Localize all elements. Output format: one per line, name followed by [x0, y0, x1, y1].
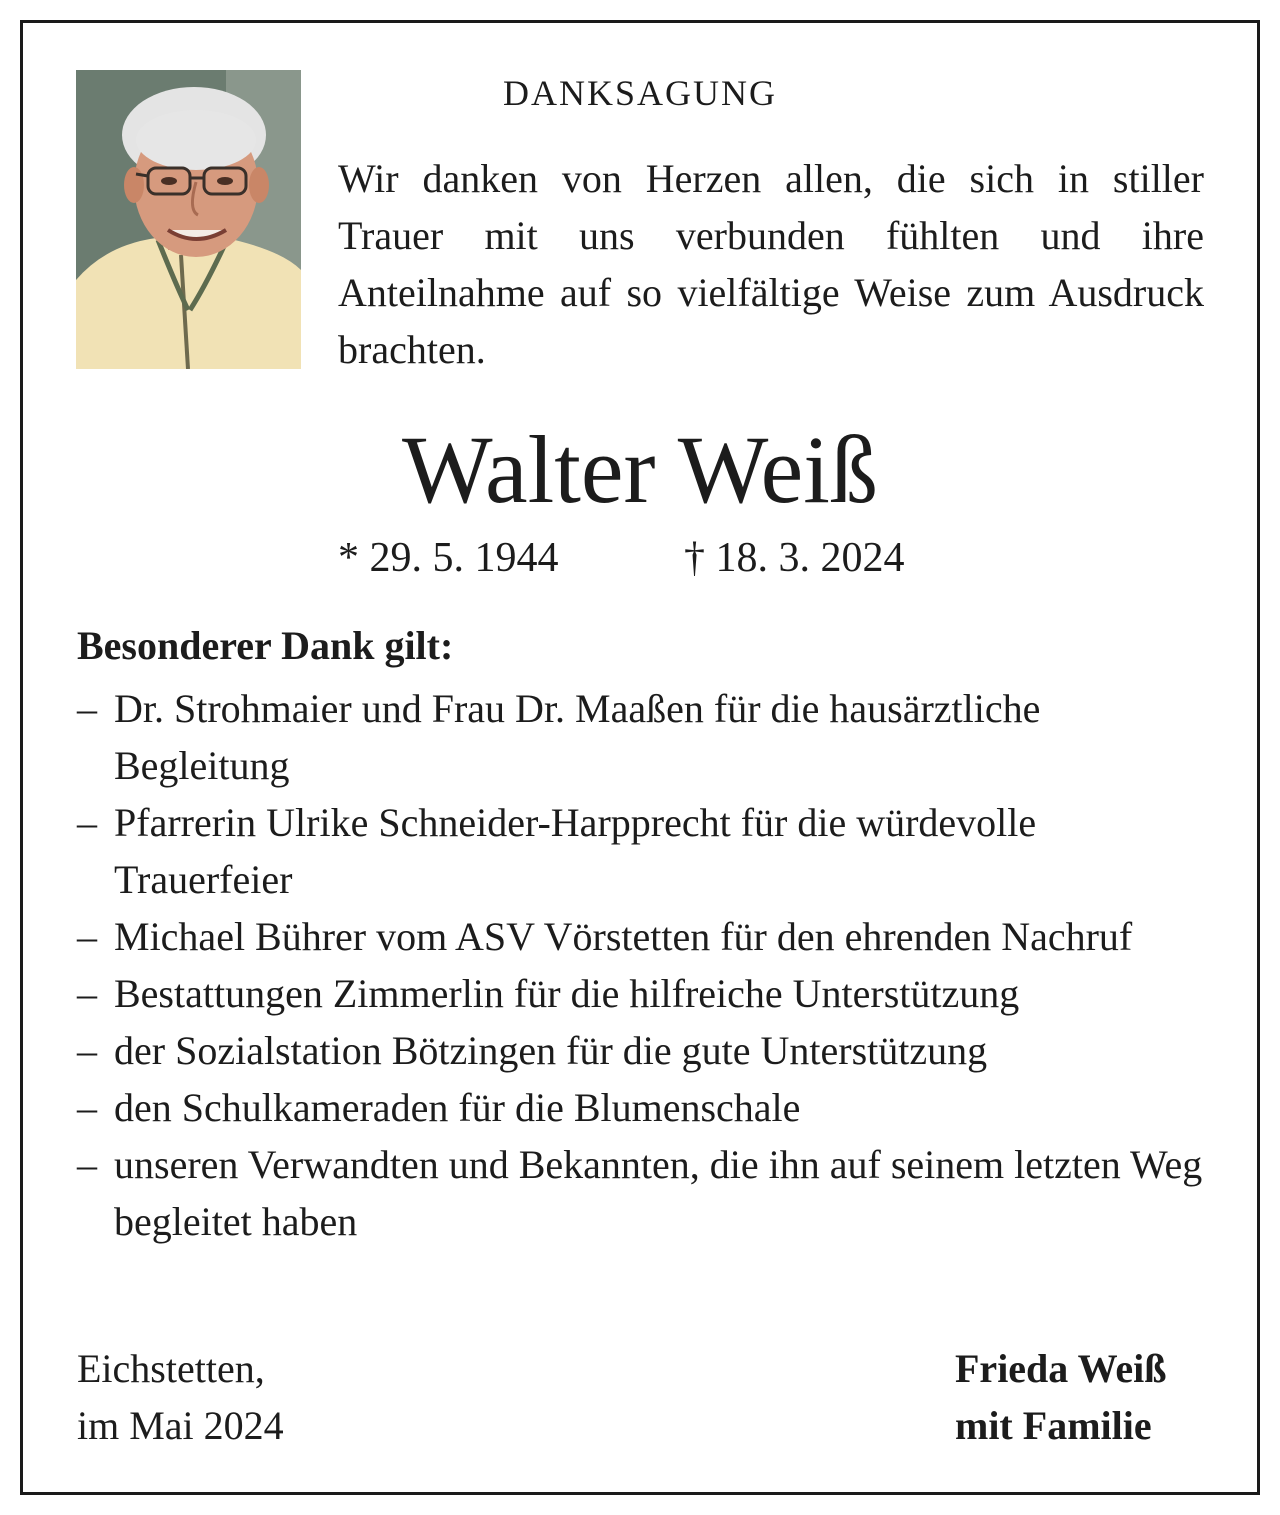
place-line: Eichstetten, — [77, 1346, 265, 1391]
list-item-text: Michael Bührer vom ASV Vörstetten für den ehrenden Nachruf — [114, 914, 1133, 959]
list-item — [77, 794, 1207, 908]
list-item-text: Dr. Strohmaier und Frau Dr. Maaßen für die hausärztliche Begleitung — [114, 686, 1041, 788]
list-item — [77, 1079, 1207, 1136]
dash-marker: – — [77, 1142, 97, 1187]
list-item-text: unseren Verwandten und Bekannten, die ihn auf seinem letzten Weg begleitet haben — [114, 1142, 1203, 1244]
list-item-text: der Sozialstation Bötzingen für die gute Unterstützung — [114, 1028, 988, 1073]
dash-marker: – — [77, 1085, 97, 1130]
list-item — [77, 965, 1207, 1022]
date-line: im Mai 2024 — [77, 1403, 284, 1448]
dash-marker: – — [77, 800, 97, 845]
dash-marker: – — [77, 686, 97, 731]
list-item — [77, 1022, 1207, 1079]
signature-name: Frieda Weiß — [955, 1346, 1167, 1391]
list-item-text: den Schulkameraden für die Blumenschale — [114, 1085, 801, 1130]
special-thanks-heading: Besonderer Dank gilt: — [77, 623, 454, 668]
list-item — [77, 908, 1207, 965]
thank-you-text: Wir danken von Herzen allen, die sich in stiller Trauer mit uns verbunden fühlten und ihre Anteilnahme auf so vielfältige Weise zum Ausdruck brachten. — [338, 156, 1204, 372]
notice-heading: DANKSAGUNG — [502, 73, 777, 113]
dash-marker: – — [77, 914, 97, 959]
list-item — [77, 680, 1207, 794]
signature-family: mit Familie — [955, 1403, 1152, 1448]
list-item — [77, 1136, 1207, 1250]
birth-date: * 29. 5. 1944 — [338, 535, 559, 581]
dash-marker: – — [77, 971, 97, 1016]
death-date: † 18. 3. 2024 — [684, 535, 905, 581]
dash-marker: – — [77, 1028, 97, 1073]
portrait-photo — [76, 70, 301, 369]
list-item-text: Bestattungen Zimmerlin für die hilfreiche Unterstützung — [114, 971, 1020, 1016]
place-and-date — [77, 1340, 284, 1454]
list-item-text: Pfarrerin Ulrike Schneider-Harpprecht für die würdevolle Trauerfeier — [114, 800, 1037, 902]
special-thanks-list — [77, 680, 1207, 1250]
deceased-name: Walter Weiß — [402, 416, 878, 523]
family-signature — [955, 1340, 1166, 1454]
